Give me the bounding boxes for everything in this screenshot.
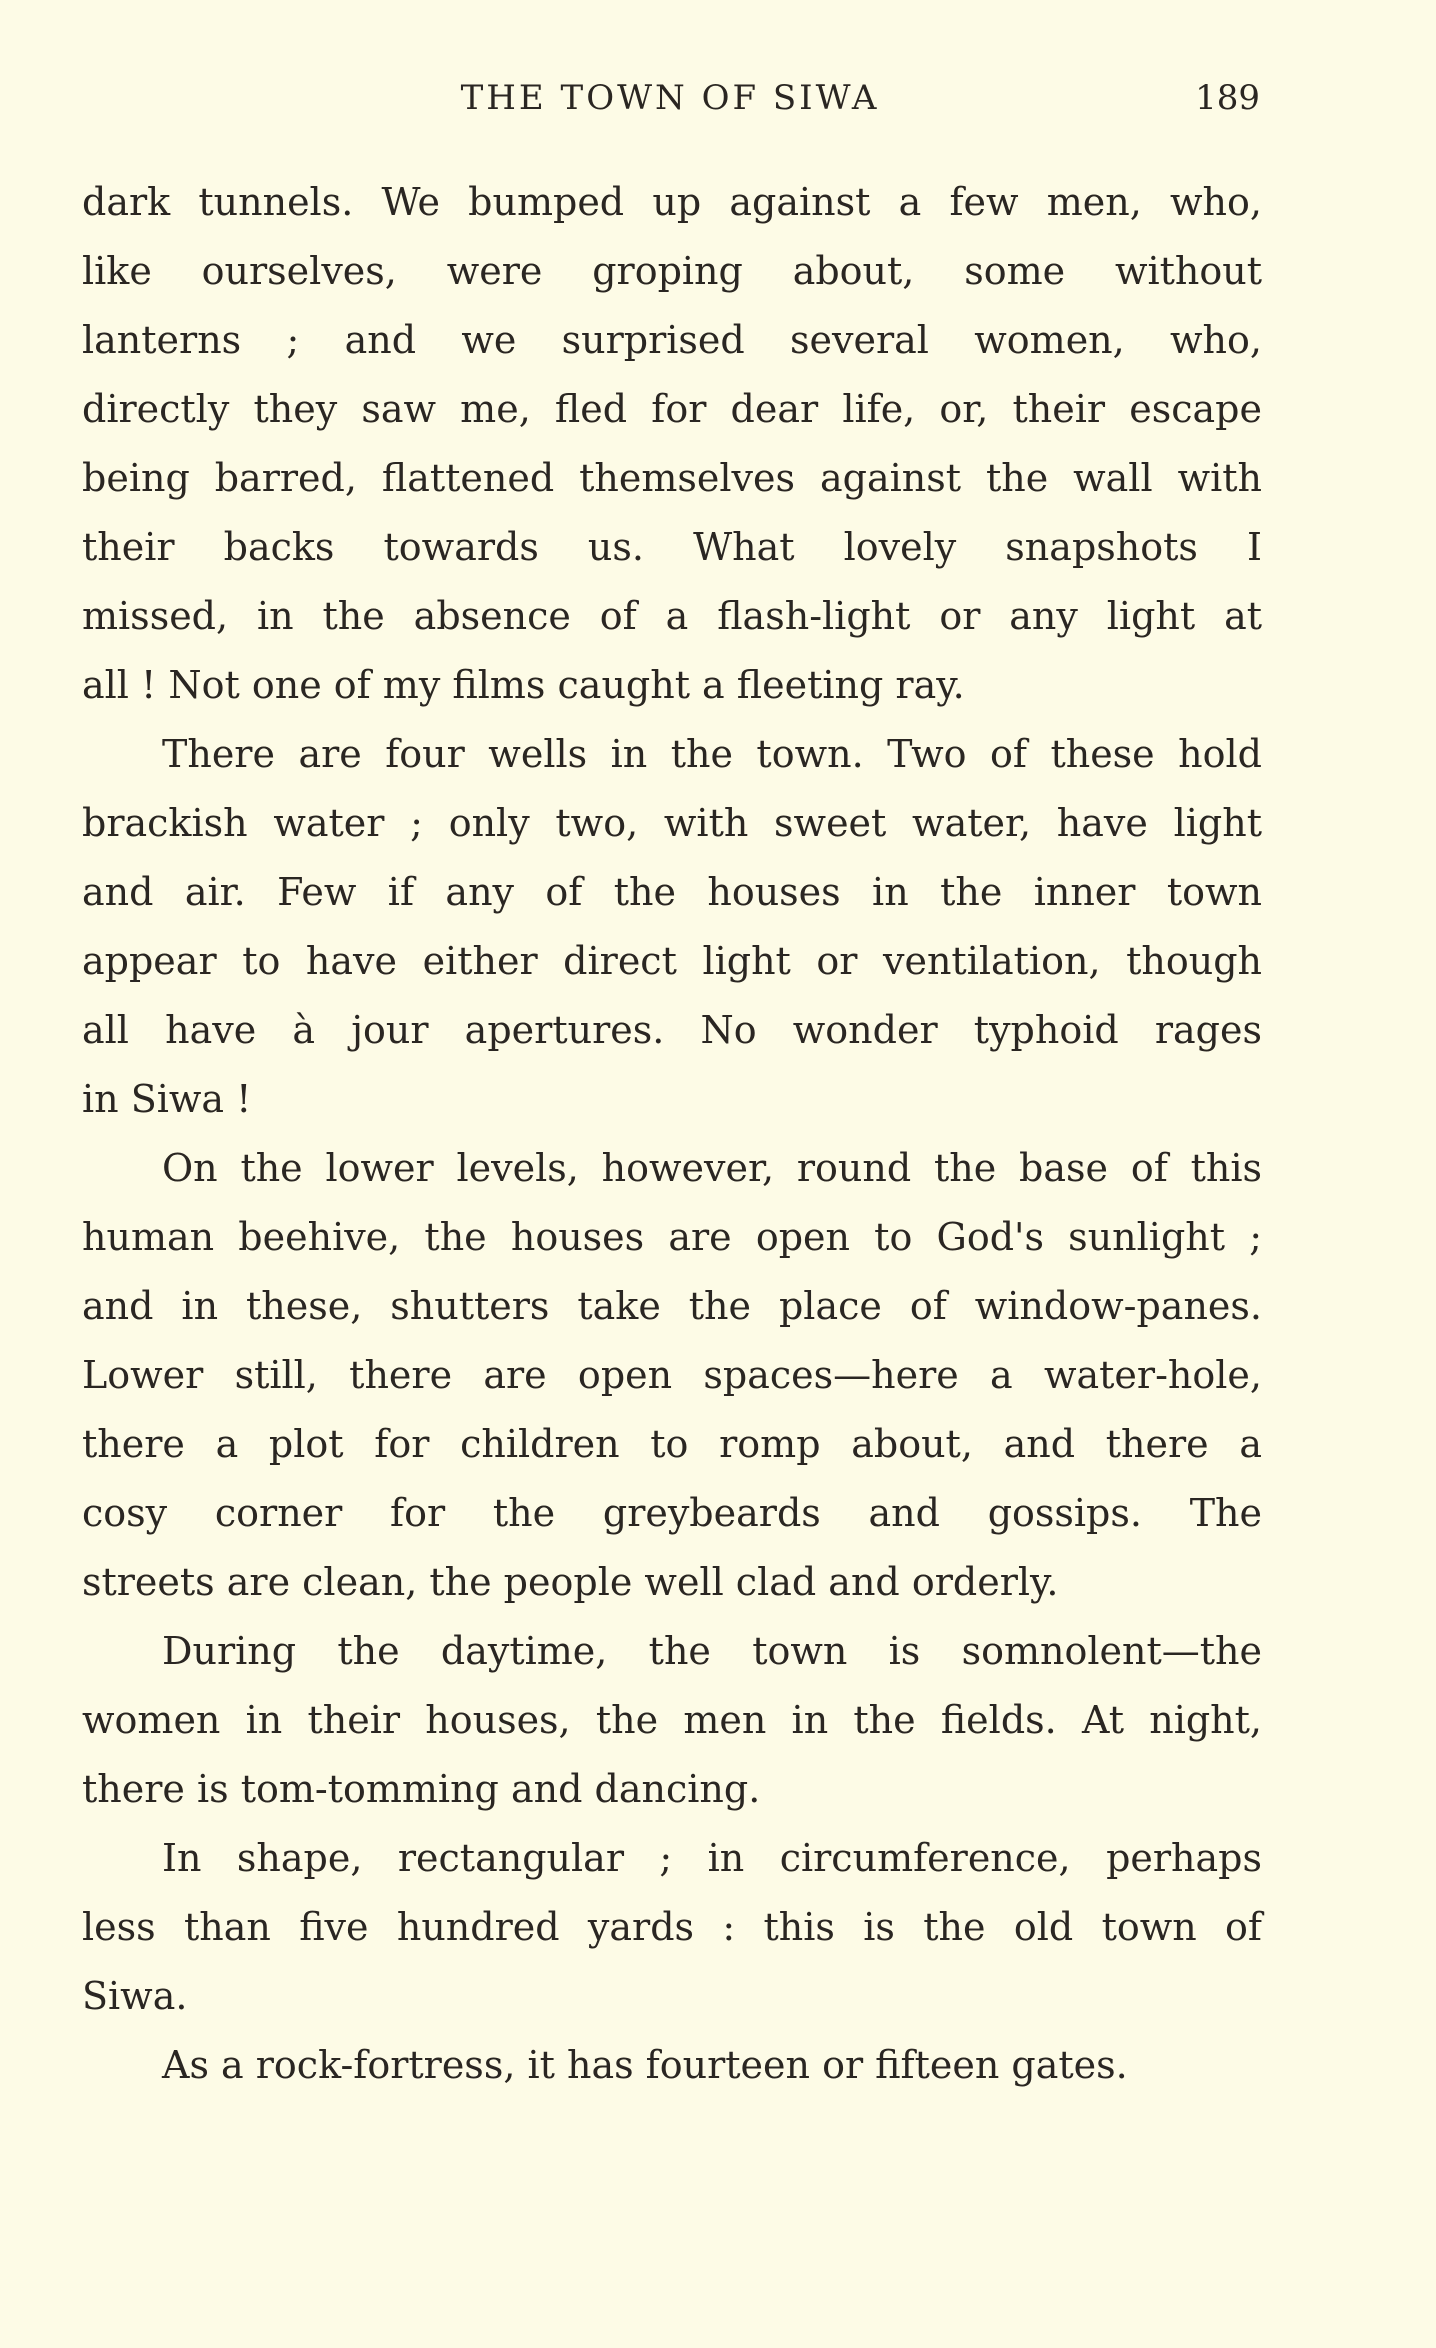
page-header	[80, 78, 1260, 128]
text-line: cosy corner for the greybeards and gossips. The	[82, 1491, 1262, 1535]
text-line: being barred, flattened themselves against the wall with	[82, 456, 1262, 500]
text-line: there a plot for children to romp about, and there a	[82, 1422, 1262, 1466]
text-line: As a rock-fortress, it has fourteen or fifteen gates.	[162, 2043, 1128, 2087]
text-line: human beehive, the houses are open to God's sunlight ;	[82, 1215, 1262, 1259]
page-number: 189	[1195, 78, 1260, 118]
body-text	[82, 168, 1262, 2100]
text-line: lanterns ; and we surprised several women, who,	[82, 318, 1262, 362]
text-line: During the daytime, the town is somnolent—the	[162, 1629, 1262, 1673]
text-line: like ourselves, were groping about, some without	[82, 249, 1262, 293]
text-line: their backs towards us. What lovely snapshots I	[82, 525, 1262, 569]
text-line: There are four wells in the town. Two of these hold	[162, 732, 1262, 776]
text-line: directly they saw me, fled for dear life, or, their escape	[82, 387, 1262, 431]
text-line: in Siwa !	[82, 1077, 252, 1121]
text-line: there is tom-tomming and dancing.	[82, 1767, 761, 1811]
text-line: all have à jour apertures. No wonder typhoid rages	[82, 1008, 1262, 1052]
text-line: streets are clean, the people well clad and orderly.	[82, 1560, 1059, 1604]
text-line: less than five hundred yards : this is the old town of	[82, 1905, 1262, 1949]
text-line: brackish water ; only two, with sweet water, have light	[82, 801, 1262, 845]
text-line: women in their houses, the men in the fields. At night,	[82, 1698, 1262, 1742]
text-line: Siwa.	[82, 1974, 188, 2018]
text-line: dark tunnels. We bumped up against a few men, who,	[82, 180, 1262, 224]
text-line: appear to have either direct light or ventilation, though	[82, 939, 1262, 983]
text-line: and in these, shutters take the place of window-panes.	[82, 1284, 1262, 1328]
text-line: In shape, rectangular ; in circumference, perhaps	[162, 1836, 1262, 1880]
text-line: Lower still, there are open spaces—here a water-hole,	[82, 1353, 1262, 1397]
text-line: missed, in the absence of a flash-light or any light at	[82, 594, 1262, 638]
text-line: and air. Few if any of the houses in the inner town	[82, 870, 1262, 914]
text-line: all ! Not one of my films caught a fleeting ray.	[82, 663, 965, 707]
text-line: On the lower levels, however, round the base of this	[162, 1146, 1262, 1190]
running-head: THE TOWN OF SIWA	[460, 78, 880, 118]
